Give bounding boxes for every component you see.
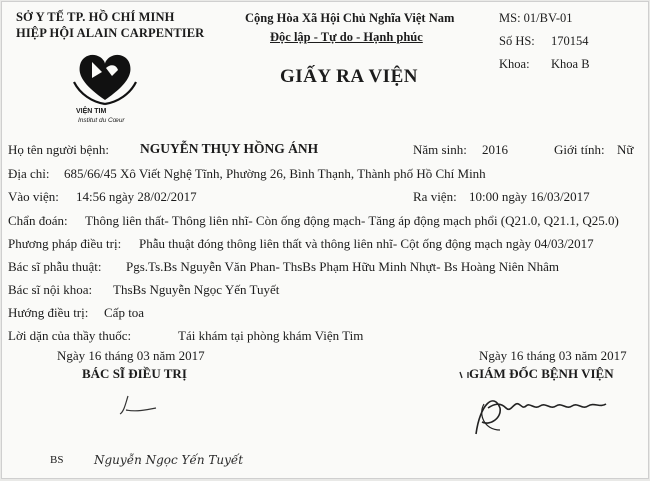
heart-hands-icon [70, 48, 140, 108]
association-name: HIỆP HỘI ALAIN CARPENTIER [16, 26, 205, 40]
discharge-time: 10:00 ngày 16/03/2017 [469, 189, 590, 204]
department-label: Khoa: [499, 57, 530, 71]
patient-name: NGUYỄN THỤY HỒNG ÁNH [140, 141, 319, 156]
patient-name-label: Họ tên người bệnh: [8, 142, 109, 157]
hospital-logo [70, 48, 140, 126]
diagnosis: Thông liên thất- Thông liên nhĩ- Còn ống động mạch- Tăng áp động mạch phổi (Q21.0, Q21.1, Q25.0) [85, 213, 619, 228]
birth-year: 2016 [482, 142, 508, 157]
signed-doctor-prefix: BS [50, 454, 64, 466]
logo-subtext: Institut du Cœur [78, 117, 125, 124]
right-signature-date: Ngày 16 tháng 03 năm 2017 [479, 348, 627, 363]
diagnosis-label: Chẩn đoán: [8, 213, 68, 228]
record-number-label: Số HS: [499, 34, 535, 48]
treatment-method: Phẫu thuật đóng thông liên thất và thông liên nhĩ- Cột ống động mạch ngày 04/03/2017 [139, 236, 594, 251]
surgeons: Pgs.Ts.Bs Nguyễn Văn Phan- ThsBs Phạm Hữu Minh Nhựt- Bs Hoàng Niên Nhâm [126, 259, 560, 274]
document-title: GIẤY RA VIỆN [280, 66, 418, 87]
admission-time: 14:56 ngày 28/02/2017 [76, 189, 197, 204]
admission-label: Vào viện: [8, 189, 59, 204]
doctor-signature-mark [112, 392, 162, 422]
doctor-advice-label: Lời dặn của thầy thuốc: [8, 328, 132, 343]
address: 685/66/45 Xô Viết Nghệ Tĩnh, Phường 26, Bình Thạnh, Thành phố Hồ Chí Minh [64, 166, 486, 181]
doctor-advice: Tái khám tại phòng khám Viện Tim [178, 328, 364, 343]
treatment-direction: Cấp toa [104, 305, 145, 320]
attending-doctor-title: BÁC SĨ ĐIỀU TRỊ [82, 366, 187, 381]
treatment-direction-label: Hướng điều trị: [8, 305, 89, 320]
department: Khoa B [551, 57, 590, 71]
gender: Nữ [617, 142, 634, 157]
discharge-paper [1, 1, 649, 479]
birth-year-label: Năm sinh: [413, 142, 467, 157]
signed-doctor-name: Nguyễn Ngọc Yến Tuyết [94, 453, 244, 467]
director-signature [454, 364, 622, 440]
ministry-name: SỞ Y TẾ TP. HỒ CHÍ MINH [16, 10, 175, 24]
internist: ThsBs Nguyễn Ngọc Yến Tuyết [113, 282, 280, 297]
left-signature-date: Ngày 16 tháng 03 năm 2017 [57, 348, 205, 363]
internist-label: Bác sĩ nội khoa: [8, 282, 93, 297]
gender-label: Giới tính: [554, 142, 605, 157]
logo-text: VIỆN TIM [76, 108, 107, 115]
director-title: GIÁM ĐỐC BỆNH VIỆN [469, 366, 614, 381]
republic-heading: Cộng Hòa Xã Hội Chủ Nghĩa Việt Nam [245, 11, 455, 25]
surgeon-label: Bác sĩ phẫu thuật: [8, 259, 102, 274]
discharge-label: Ra viện: [413, 189, 457, 204]
form-code: MS: 01/BV-01 [499, 11, 573, 25]
record-number: 170154 [551, 34, 589, 48]
national-motto: Độc lập - Tự do - Hạnh phúc [270, 30, 423, 44]
treatment-label: Phương pháp điều trị: [8, 236, 122, 251]
address-label: Địa chỉ: [8, 166, 50, 181]
